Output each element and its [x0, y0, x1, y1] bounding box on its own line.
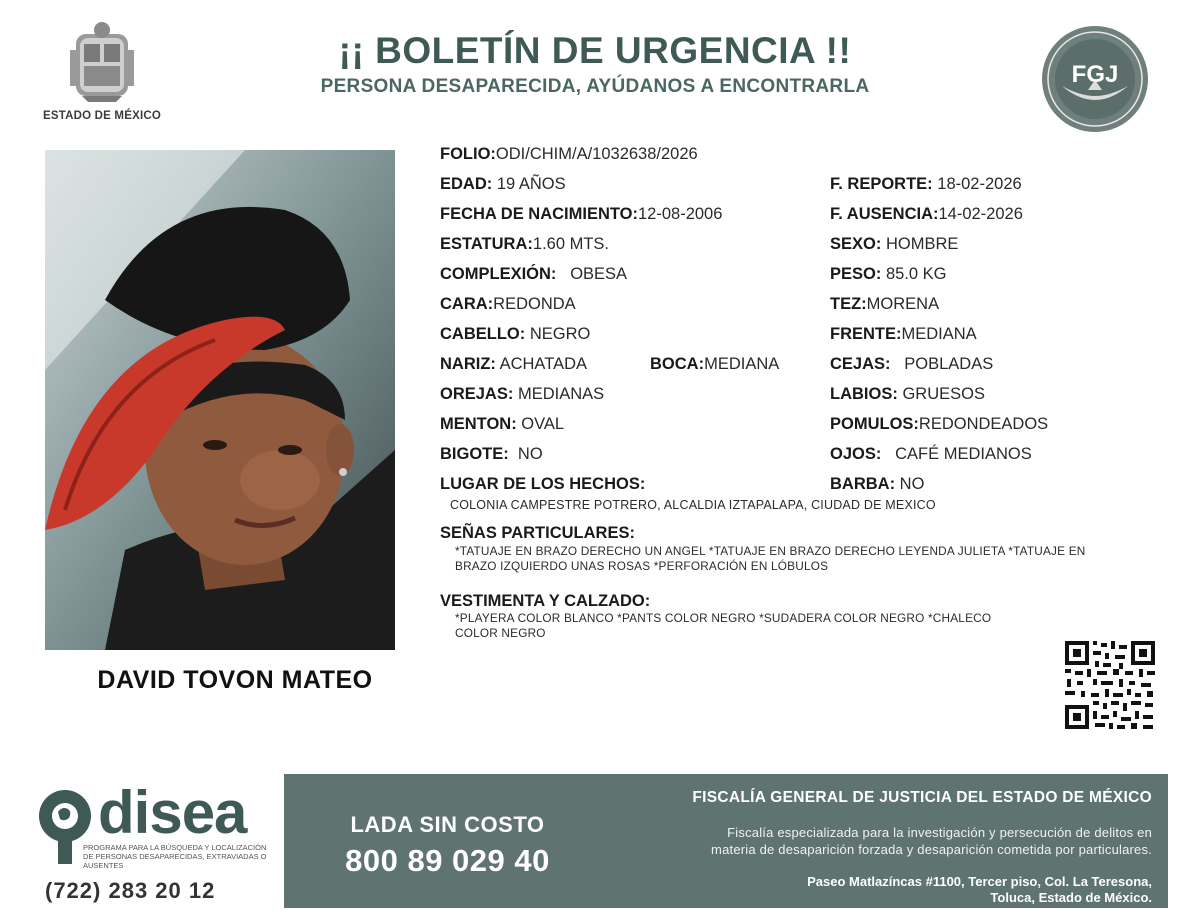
- senas-line-2: BRAZO IZQUIERDO UNAS ROSAS *PERFORACIÓN EN LÓBULOS: [455, 559, 829, 573]
- fgj-seal-icon: [1040, 24, 1150, 134]
- field-label: SEXO:: [830, 235, 882, 253]
- field-cejas: [830, 355, 993, 374]
- field-label: COMPLEXIÓN:: [440, 265, 557, 283]
- field-label: BARBA:: [830, 475, 896, 493]
- odisea-wordmark: disea: [98, 779, 247, 846]
- field-value: MORENA: [866, 295, 940, 313]
- field-edad: [440, 175, 566, 194]
- qr-code[interactable]: [1063, 639, 1157, 731]
- agency-description: [590, 824, 1152, 858]
- field-sexo: [830, 235, 958, 254]
- field-ojos: [830, 445, 1032, 464]
- agency-description-line-1: Fiscalía especializada para la investigación y persecución de delitos en: [727, 825, 1152, 840]
- field-orejas: [440, 385, 604, 404]
- senas-label: SEÑAS PARTICULARES:: [440, 524, 635, 542]
- field-label: F. AUSENCIA:: [830, 205, 939, 223]
- field-value: NEGRO: [529, 325, 591, 343]
- field-label: CARA:: [440, 295, 494, 313]
- fgj-logo: [1040, 24, 1150, 134]
- field-label: F. REPORTE:: [830, 175, 933, 193]
- state-name: ESTADO DE MÉXICO: [43, 110, 161, 122]
- field-label: FOLIO:: [440, 145, 496, 163]
- field-label: POMULOS:: [830, 415, 919, 433]
- senas-line-1: *TATUAJE EN BRAZO DERECHO UN ANGEL *TATUAJE EN BRAZO DERECHO LEYENDA JULIETA *TATUAJE EN: [455, 544, 1086, 558]
- field-value: 18-02-2026: [937, 175, 1022, 193]
- field-f-ausencia: [830, 205, 1023, 224]
- field-bigote: [440, 445, 543, 464]
- lada-label: LADA SIN COSTO: [350, 812, 545, 837]
- field-folio: [440, 145, 698, 164]
- address-line-2: Toluca, Estado de México.: [990, 890, 1152, 905]
- agency-name: FISCALÍA GENERAL DE JUSTICIA DEL ESTADO DE MÉXICO: [692, 789, 1152, 806]
- field-label: PESO:: [830, 265, 882, 283]
- field-value: HOMBRE: [885, 235, 959, 253]
- field-fecha-nacimiento: [440, 205, 722, 224]
- field-label: NARIZ:: [440, 355, 496, 373]
- field-tez: [830, 295, 939, 314]
- field-label: BOCA:: [650, 355, 705, 373]
- field-pomulos: [830, 415, 1048, 434]
- estado-de-mexico-logo: [40, 20, 164, 128]
- field-value: OBESA: [570, 265, 628, 283]
- field-value: REDONDA: [493, 295, 576, 313]
- vestimenta-label: VESTIMENTA Y CALZADO:: [440, 592, 651, 610]
- odisea-tagline: PROGRAMA PARA LA BÚSQUEDA Y LOCALIZACIÓN DE PERSONAS DESAPARECIDAS, EXTRAVIADAS O AUSENTES: [83, 843, 267, 870]
- field-value: 12-08-2006: [638, 205, 723, 223]
- vestimenta-line-1: *PLAYERA COLOR BLANCO *PANTS COLOR NEGRO *SUDADERA COLOR NEGRO *CHALECO: [455, 611, 992, 625]
- field-nariz: [440, 355, 587, 374]
- qr-code-icon: [1063, 639, 1157, 731]
- agency-description-line-2: materia de desaparición forzada y desaparición cometida por particulares.: [711, 842, 1152, 857]
- person-name: DAVID TOVON MATEO: [97, 666, 373, 694]
- coat-of-arms-icon: [62, 20, 142, 104]
- field-label: EDAD:: [440, 175, 493, 193]
- field-value: 85.0 KG: [885, 265, 947, 283]
- field-cabello: [440, 325, 590, 344]
- field-label: LUGAR DE LOS HECHOS:: [440, 475, 646, 493]
- field-value: MEDIANA: [901, 325, 977, 343]
- field-value: 1.60 MTS.: [532, 235, 610, 253]
- field-value: NO: [899, 475, 925, 493]
- field-label: LABIOS:: [830, 385, 898, 403]
- lada-number[interactable]: 800 89 029 40: [345, 843, 550, 878]
- field-cara: [440, 295, 576, 314]
- footer-phone[interactable]: (722) 283 20 12: [45, 878, 216, 903]
- field-label: TEZ:: [830, 295, 867, 313]
- field-label: ESTATURA:: [440, 235, 533, 253]
- bulletin-subtitle: PERSONA DESAPARECIDA, AYÚDANOS A ENCONTRARLA: [320, 76, 870, 97]
- field-label: FECHA DE NACIMIENTO:: [440, 205, 638, 223]
- vestimenta-line-2: COLOR NEGRO: [455, 626, 546, 640]
- field-labios: [830, 385, 985, 404]
- field-complexion: [440, 265, 627, 284]
- field-value: 14-02-2026: [938, 205, 1023, 223]
- field-value: CAFÉ MEDIANOS: [895, 445, 1032, 463]
- field-value: MEDIANAS: [517, 385, 605, 403]
- field-estatura: [440, 235, 609, 254]
- field-value: MEDIANA: [704, 355, 780, 373]
- field-value: GRUESOS: [902, 385, 985, 403]
- field-value: POBLADAS: [904, 355, 994, 373]
- field-boca: [650, 355, 779, 374]
- field-value: ACHATADA: [499, 355, 587, 373]
- field-label: BIGOTE:: [440, 445, 509, 463]
- person-photo-icon: [45, 150, 395, 650]
- field-frente: [830, 325, 977, 344]
- field-value: NO: [517, 445, 543, 463]
- field-label: OREJAS:: [440, 385, 514, 403]
- field-menton: [440, 415, 564, 434]
- field-barba: [830, 475, 924, 494]
- address-line-1: Paseo Matlazíncas #1100, Tercer piso, Col. La Teresona,: [807, 874, 1152, 889]
- person-photo: [45, 150, 395, 650]
- field-value: REDONDEADOS: [918, 415, 1049, 433]
- field-lugar-value: COLONIA CAMPESTRE POTRERO, ALCALDIA IZTAPALAPA, CIUDAD DE MEXICO: [450, 498, 936, 512]
- field-peso: [830, 265, 947, 284]
- field-value: 19 AÑOS: [496, 175, 566, 193]
- field-label: MENTON:: [440, 415, 517, 433]
- field-label: FRENTE:: [830, 325, 902, 343]
- field-label: CABELLO:: [440, 325, 526, 343]
- field-label: CEJAS:: [830, 355, 891, 373]
- field-lugar-label: [440, 475, 645, 494]
- field-label: OJOS:: [830, 445, 882, 463]
- field-f-reporte: [830, 175, 1022, 194]
- field-value: OVAL: [521, 415, 565, 433]
- bulletin-title: ¡¡ BOLETÍN DE URGENCIA !!: [338, 30, 852, 71]
- field-value: ODI/CHIM/A/1032638/2026: [495, 145, 698, 163]
- fgj-logo-text: FGJ: [1071, 61, 1119, 88]
